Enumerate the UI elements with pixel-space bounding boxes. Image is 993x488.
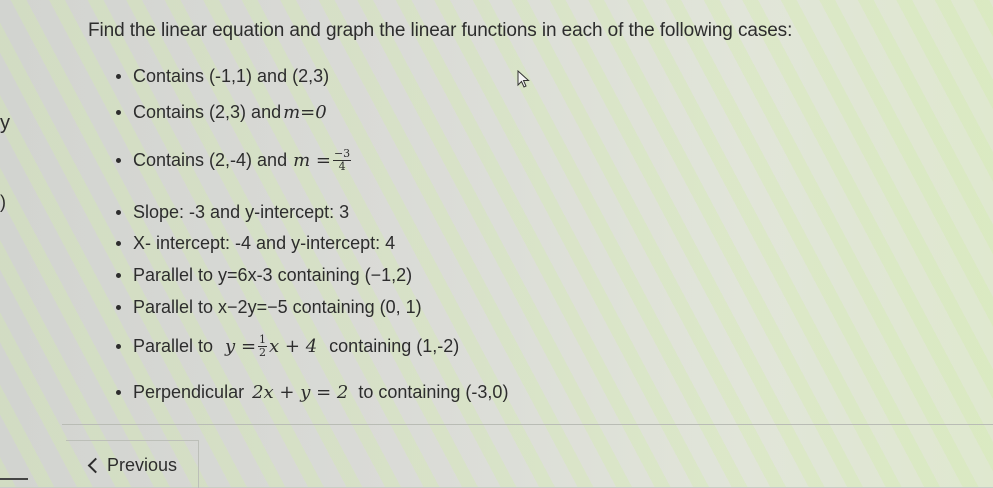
item-text: Contains (2,3) and bbox=[133, 102, 282, 122]
list-item bbox=[116, 202, 349, 223]
item-text: Perpendicular bbox=[133, 382, 245, 402]
item-text-after: to containing (-3,0) bbox=[358, 382, 509, 402]
list-item bbox=[116, 233, 395, 254]
edge-line bbox=[0, 478, 28, 480]
math-suffix: x + 4 bbox=[269, 335, 318, 357]
previous-button-label: Previous bbox=[107, 454, 178, 475]
bullet bbox=[116, 74, 121, 79]
question-text: Find the linear equation and graph the linear functions in each of the following cases: bbox=[88, 20, 793, 41]
bullet bbox=[116, 344, 121, 349]
edge-text-y: y bbox=[0, 112, 10, 134]
previous-button[interactable] bbox=[86, 450, 177, 480]
item-text-after: containing (1,-2) bbox=[329, 335, 460, 356]
math-prefix: m = bbox=[293, 149, 331, 171]
item-text: Contains (-1,1) and (2,3) bbox=[133, 66, 330, 86]
item-text: Slope: -3 and y-intercept: 3 bbox=[133, 202, 350, 222]
list-item bbox=[116, 334, 459, 358]
math-expression bbox=[293, 148, 353, 172]
list-item bbox=[116, 382, 508, 403]
bullet bbox=[116, 210, 121, 215]
item-text: X- intercept: -4 and y-intercept: 4 bbox=[133, 233, 396, 253]
mouse-pointer-icon bbox=[517, 70, 531, 88]
bullet bbox=[116, 273, 121, 278]
edge-text-paren: ) bbox=[0, 192, 6, 212]
bullet bbox=[116, 305, 121, 310]
divider bbox=[62, 424, 993, 425]
fraction-numerator: 1 bbox=[259, 333, 267, 346]
math-expression: m=0 bbox=[283, 102, 327, 123]
chevron-left-icon bbox=[88, 457, 104, 473]
item-text: Parallel to y=6x-3 containing (−1,2) bbox=[133, 265, 413, 285]
list-item bbox=[116, 148, 359, 172]
item-text: Parallel to x−2y=−5 containing (0, 1) bbox=[133, 297, 422, 317]
fraction-numerator: −3 bbox=[333, 147, 351, 160]
list-item bbox=[116, 66, 329, 87]
math-prefix: y = bbox=[225, 335, 257, 357]
bullet bbox=[116, 390, 121, 395]
math-expression: 2x + y = 2 bbox=[252, 382, 349, 403]
list-item bbox=[116, 265, 412, 286]
bullet bbox=[116, 158, 121, 163]
item-text: Parallel to bbox=[133, 335, 214, 356]
bullet bbox=[116, 241, 121, 246]
fraction bbox=[258, 334, 267, 358]
item-text: Contains (2,-4) and bbox=[133, 149, 288, 170]
fraction-denominator: 4 bbox=[338, 159, 346, 173]
math-expression bbox=[225, 334, 317, 358]
bullet bbox=[116, 110, 121, 115]
list-item bbox=[116, 297, 422, 318]
fraction bbox=[333, 148, 351, 172]
list-item bbox=[116, 102, 333, 123]
fraction-denominator: 2 bbox=[259, 345, 267, 359]
